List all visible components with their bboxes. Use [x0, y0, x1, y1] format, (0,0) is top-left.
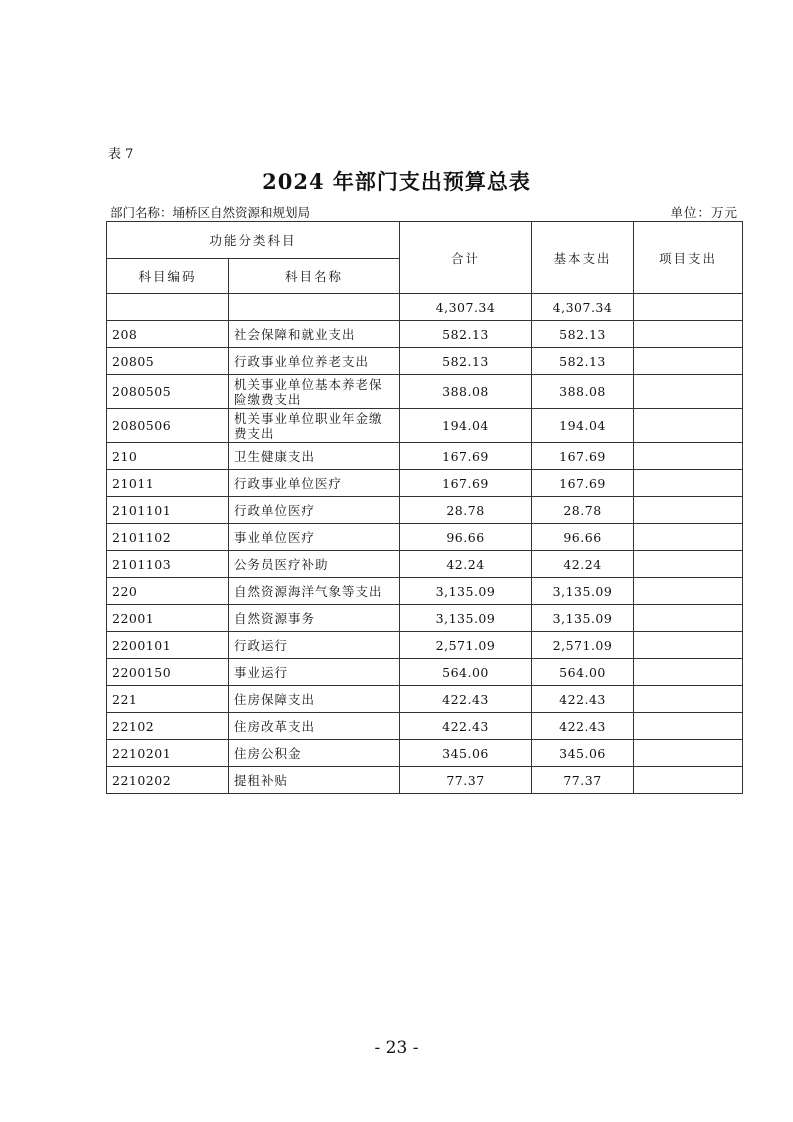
cell-name: 机关事业单位基本养老保险缴费支出	[229, 375, 400, 409]
cell-name: 行政运行	[229, 632, 400, 659]
cell-project	[634, 443, 743, 470]
header-function-category: 功能分类科目	[107, 222, 400, 259]
cell-total: 2,571.09	[400, 632, 532, 659]
table-row	[107, 767, 743, 794]
cell-code: 2080505	[107, 375, 229, 409]
unit-label: 单位：万元	[670, 205, 738, 220]
cell-code: 208	[107, 321, 229, 348]
cell-total: 167.69	[400, 443, 532, 470]
cell-code: 2101103	[107, 551, 229, 578]
table-row	[107, 375, 743, 409]
cell-total: 42.24	[400, 551, 532, 578]
cell-name: 自然资源事务	[229, 605, 400, 632]
cell-total: 3,135.09	[400, 578, 532, 605]
cell-project	[634, 767, 743, 794]
cell-project	[634, 321, 743, 348]
cell-project	[634, 348, 743, 375]
cell-basic: 564.00	[532, 659, 634, 686]
cell-name: 行政事业单位医疗	[229, 470, 400, 497]
cell-code: 221	[107, 686, 229, 713]
cell-project	[634, 605, 743, 632]
cell-code: 22001	[107, 605, 229, 632]
cell-total: 194.04	[400, 409, 532, 443]
table-row	[107, 551, 743, 578]
cell-basic: 96.66	[532, 524, 634, 551]
cell-basic: 42.24	[532, 551, 634, 578]
table-meta	[110, 203, 738, 221]
table-row	[107, 524, 743, 551]
cell-total: 28.78	[400, 497, 532, 524]
cell-total: 582.13	[400, 321, 532, 348]
table-row	[107, 686, 743, 713]
cell-name: 行政单位医疗	[229, 497, 400, 524]
cell-code: 22102	[107, 713, 229, 740]
cell-project	[634, 713, 743, 740]
cell-project	[634, 740, 743, 767]
cell-code: 2101102	[107, 524, 229, 551]
table-row	[107, 740, 743, 767]
cell-basic: 3,135.09	[532, 605, 634, 632]
cell-basic: 194.04	[532, 409, 634, 443]
header-name: 科目名称	[229, 259, 400, 294]
cell-total: 4,307.34	[400, 294, 532, 321]
cell-name: 住房改革支出	[229, 713, 400, 740]
cell-name: 公务员医疗补助	[229, 551, 400, 578]
cell-code: 2210202	[107, 767, 229, 794]
cell-project	[634, 409, 743, 443]
table-row-total	[107, 294, 743, 321]
cell-total: 167.69	[400, 470, 532, 497]
cell-name: 行政事业单位养老支出	[229, 348, 400, 375]
table-row	[107, 497, 743, 524]
table-number-label: 表 7	[108, 147, 134, 162]
table-row	[107, 713, 743, 740]
cell-total: 564.00	[400, 659, 532, 686]
cell-name	[229, 294, 400, 321]
cell-total: 77.37	[400, 767, 532, 794]
table-row	[107, 470, 743, 497]
header-code: 科目编码	[107, 259, 229, 294]
header-basic-expense: 基本支出	[532, 222, 634, 294]
cell-code: 220	[107, 578, 229, 605]
cell-basic: 167.69	[532, 470, 634, 497]
table-row	[107, 409, 743, 443]
cell-code	[107, 294, 229, 321]
cell-code: 2210201	[107, 740, 229, 767]
cell-name: 住房保障支出	[229, 686, 400, 713]
budget-table	[106, 221, 743, 794]
cell-project	[634, 524, 743, 551]
cell-project	[634, 294, 743, 321]
cell-name: 机关事业单位职业年金缴费支出	[229, 409, 400, 443]
cell-code: 2101101	[107, 497, 229, 524]
department-name: 部门名称：埇桥区自然资源和规划局	[110, 205, 311, 220]
cell-total: 582.13	[400, 348, 532, 375]
cell-basic: 388.08	[532, 375, 634, 409]
cell-total: 3,135.09	[400, 605, 532, 632]
cell-project	[634, 470, 743, 497]
cell-total: 422.43	[400, 686, 532, 713]
cell-name: 社会保障和就业支出	[229, 321, 400, 348]
cell-basic: 582.13	[532, 348, 634, 375]
table-row	[107, 348, 743, 375]
cell-project	[634, 551, 743, 578]
table-row	[107, 321, 743, 348]
table-row	[107, 443, 743, 470]
cell-name: 自然资源海洋气象等支出	[229, 578, 400, 605]
cell-code: 2200101	[107, 632, 229, 659]
cell-code: 21011	[107, 470, 229, 497]
cell-name: 卫生健康支出	[229, 443, 400, 470]
cell-project	[634, 578, 743, 605]
cell-code: 210	[107, 443, 229, 470]
cell-total: 345.06	[400, 740, 532, 767]
cell-name: 住房公积金	[229, 740, 400, 767]
cell-name: 事业单位医疗	[229, 524, 400, 551]
cell-basic: 3,135.09	[532, 578, 634, 605]
cell-basic: 4,307.34	[532, 294, 634, 321]
cell-basic: 422.43	[532, 686, 634, 713]
cell-project	[634, 686, 743, 713]
cell-project	[634, 497, 743, 524]
cell-project	[634, 632, 743, 659]
table-row	[107, 632, 743, 659]
cell-basic: 422.43	[532, 713, 634, 740]
header-total: 合计	[400, 222, 532, 294]
cell-code: 2080506	[107, 409, 229, 443]
table-row	[107, 578, 743, 605]
cell-total: 422.43	[400, 713, 532, 740]
cell-project	[634, 375, 743, 409]
document-title: 2024 年部门支出预算总表	[262, 169, 531, 194]
cell-code: 2200150	[107, 659, 229, 686]
table-row	[107, 605, 743, 632]
cell-total: 388.08	[400, 375, 532, 409]
cell-basic: 345.06	[532, 740, 634, 767]
table-row	[107, 659, 743, 686]
cell-name: 事业运行	[229, 659, 400, 686]
cell-code: 20805	[107, 348, 229, 375]
cell-basic: 167.69	[532, 443, 634, 470]
cell-basic: 2,571.09	[532, 632, 634, 659]
cell-basic: 28.78	[532, 497, 634, 524]
cell-basic: 582.13	[532, 321, 634, 348]
cell-basic: 77.37	[532, 767, 634, 794]
cell-total: 96.66	[400, 524, 532, 551]
header-project-expense: 项目支出	[634, 222, 743, 294]
cell-name: 提租补贴	[229, 767, 400, 794]
cell-project	[634, 659, 743, 686]
page-number: - 23 -	[374, 1038, 419, 1058]
